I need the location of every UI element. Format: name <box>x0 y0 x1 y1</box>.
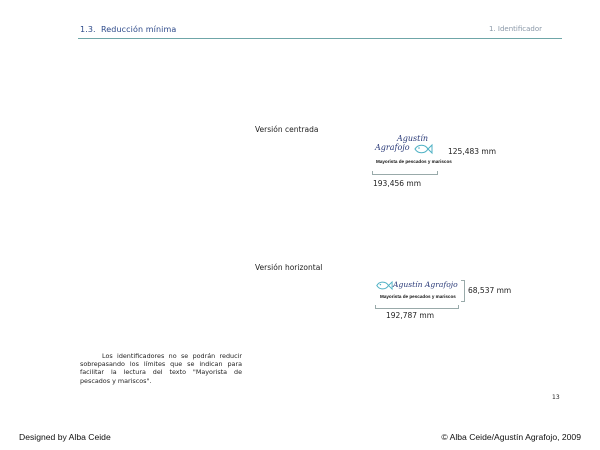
chapter-label: 1. Identificador <box>489 25 542 33</box>
section-title <box>80 25 176 34</box>
horizontal-width-measure: 192,787 mm <box>386 311 435 320</box>
logo-brand-line1: Agustín <box>397 134 429 143</box>
page-header <box>78 20 562 39</box>
width-dimension-line <box>372 171 438 175</box>
section-title-text: Reducción mínima <box>100 25 177 34</box>
section-number: 1.3. <box>80 25 96 34</box>
logo-horizontal <box>373 277 459 305</box>
reduction-note: Los identificadores no se podrán reducir sobrepasando los límites que se indican para facilitar la lectura del texto "Mayorista de pescados y mariscos". <box>80 352 242 385</box>
fish-icon <box>375 280 393 291</box>
logo-tagline: Mayorista de pescados y mariscos <box>376 159 452 164</box>
designer-credit: Designed by Alba Ceide <box>19 432 111 442</box>
width-dimension-line <box>375 305 459 309</box>
page-number: 13 <box>552 394 560 401</box>
copyright-notice: © Alba Ceide/Agustín Agrafojo, 2009 <box>441 432 581 442</box>
logo-brand-line2: Agrafojo <box>375 143 410 152</box>
logo-centered <box>369 133 452 171</box>
centered-version-label: Versión centrada <box>255 125 319 134</box>
height-dimension-line <box>461 280 465 302</box>
centered-height-measure: 125,483 mm <box>448 147 497 156</box>
horizontal-version-label: Versión horizontal <box>255 263 323 272</box>
fish-icon <box>413 143 433 155</box>
centered-width-measure: 193,456 mm <box>373 179 422 188</box>
logo-brand: Agustín Agrafojo <box>393 280 458 289</box>
logo-tagline: Mayorista de pescados y mariscos <box>380 294 456 299</box>
horizontal-height-measure: 68,537 mm <box>468 286 512 295</box>
